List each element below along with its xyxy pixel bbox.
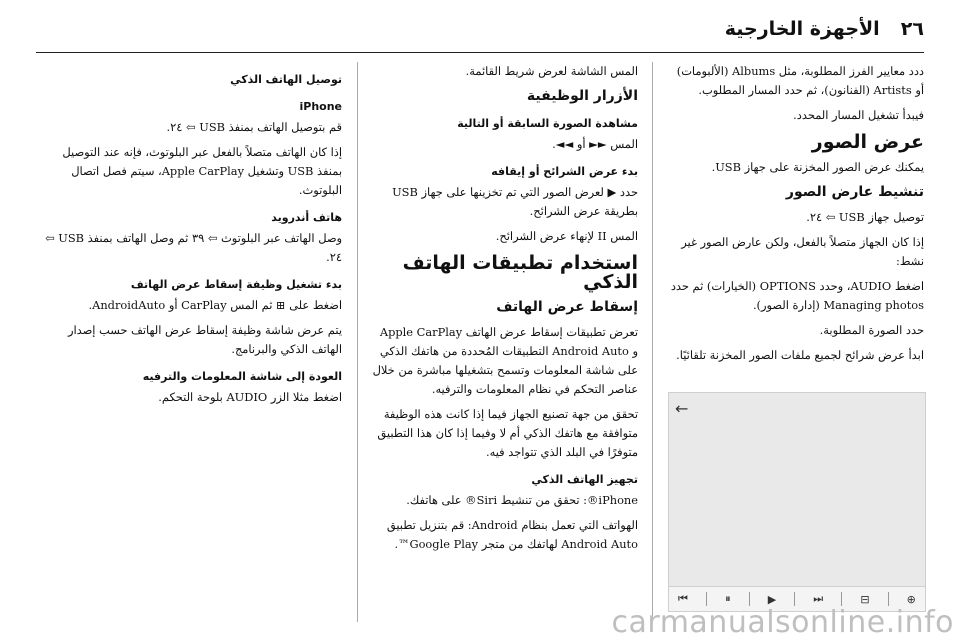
- middle-column: [372, 62, 638, 560]
- subheading-return-infotainment: العودة إلى شاشة المعلومات والترفيه: [142, 370, 342, 383]
- paragraph: اضغط مثلا الزر AUDIO بلوحة التحكم.: [158, 390, 342, 404]
- paragraph: ددد معايير الفرز المطلوبة، مثل Albums (الألبومات) أو Artists (الفنانون)، ثم حدد المسار المطلوب.: [676, 64, 924, 97]
- subheading-prev-next: مشاهدة الصورة السابقة أو التالية: [457, 117, 638, 130]
- paragraph: المس الشاشة لعرض شريط القائمة.: [465, 64, 638, 78]
- control-3: ▶: [767, 592, 777, 606]
- paragraph: فيبدأ تشغيل المسار المحدد.: [793, 108, 924, 122]
- heading-function-buttons: الأزرار الوظيفية: [526, 88, 638, 104]
- paragraph: يمكنك عرض الصور المخزنة على جهاز USB.: [711, 160, 924, 174]
- back-arrow-icon: ←: [675, 399, 689, 418]
- heading-smartphone-apps: استخدام تطبيقات الهاتف الذكي: [402, 252, 638, 293]
- paragraph: ابدأ عرض شرائح لجميع ملفات الصور المخزنة تلقائيًا.: [676, 348, 924, 362]
- control-2: ⏸: [725, 592, 731, 605]
- subheading-slideshow: بدء عرض الشرائح أو إيقافه: [491, 165, 638, 178]
- picture-viewer-screenshot: [668, 392, 926, 612]
- page-number: ٢٦: [900, 18, 924, 40]
- header-rule: [36, 52, 924, 53]
- paragraph: اضغط على ⊞ ثم المس CarPlay أو AndroidAuto.: [88, 298, 342, 312]
- watermark: carmanualsonline.info: [611, 605, 954, 640]
- paragraph: المس II لإنهاء عرض الشرائح.: [495, 229, 638, 243]
- paragraph: تحقق من جهة تصنيع الجهاز فيما إذا كانت هذه الوظيفة متوافقة مع هاتفك الذكي أم لا وفيما إذا كان هذا التطبيق متوفرًا في البلد الذي تتواجد فيه.: [377, 407, 638, 459]
- paragraph: المس ►► أو ◄◄.: [552, 137, 638, 151]
- left-column: [36, 62, 342, 413]
- paragraph: توصيل جهاز USB ⇦ ٢٤.: [806, 210, 924, 224]
- paragraph: وصل الهاتف عبر البلوتوث ⇦ ٣٩ ثم وصل الهاتف بمنفذ USB ⇦ ٢٤.: [45, 231, 342, 264]
- heading-picture-viewer: عرض الصور: [811, 131, 924, 153]
- paragraph: حدد الصورة المطلوبة.: [819, 323, 924, 337]
- subheading-iphone: iPhone: [299, 100, 342, 113]
- paragraph: iPhone®: تحقق من تنشيط Siri® على هاتفك.: [406, 493, 638, 507]
- paragraph: الهواتف التي تعمل بنظام Android: قم بتنزيل تطبيق Android Auto لهاتفك من متجر Google Play™.: [386, 518, 638, 551]
- paragraph: يتم عرض شاشة وظيفة إسقاط عرض الهاتف حسب إصدار الهاتف الذكي والبرنامج.: [67, 323, 342, 356]
- control-4: ⏭: [813, 592, 824, 605]
- right-column: [668, 62, 924, 371]
- column-divider-right: [652, 62, 653, 622]
- subheading-android: هاتف أندرويد: [271, 211, 342, 224]
- subheading-start-projection: بدء تشغيل وظيفة إسقاط عرض الهاتف: [130, 278, 342, 291]
- paragraph: قم بتوصيل الهاتف بمنفذ USB ⇦ ٢٤.: [166, 120, 342, 134]
- chapter-title: الأجهزة الخارجية: [724, 18, 880, 40]
- heading-phone-projection: إسقاط عرض الهاتف: [496, 299, 638, 315]
- control-1: ⏮: [678, 592, 688, 605]
- control-5: ⊟: [860, 592, 870, 606]
- paragraph: حدد ▶ لعرض الصور التي تم تخزينها على جهاز USB بطريقة عرض الشرائح.: [392, 185, 638, 218]
- subheading-connect-phone: توصيل الهاتف الذكي: [230, 73, 342, 86]
- paragraph: اضغط AUDIO، وحدد OPTIONS (الخيارات) ثم حدد Managing photos (إدارة الصور).: [670, 279, 924, 312]
- subheading-prepare-phone: تجهيز الهاتف الذكي: [531, 473, 638, 486]
- paragraph: إذا كان الهاتف متصلاً بالفعل عبر البلوتوث، فإنه عند التوصيل بمنفذ USB وتشغيل Apple CarPlay، سيتم فصل اتصال البلوتوث.: [62, 145, 342, 197]
- column-divider-left: [357, 62, 358, 622]
- control-6: ⊕: [906, 592, 916, 606]
- heading-activate-viewer: تنشيط عارض الصور: [785, 184, 924, 200]
- page-header: [36, 18, 924, 48]
- paragraph: تعرض تطبيقات إسقاط عرض الهاتف Apple CarPlay و Android Auto التطبيقات المُحددة من هاتفك الذكي على شاشة المعلومات وتسمح بتشغيلها مباشرة من خلال عناصر التحكم في نظام المعلومات والترفيه.: [372, 325, 638, 396]
- paragraph: إذا كان الجهاز متصلاً بالفعل، ولكن عارض الصور غير نشط:: [681, 235, 924, 268]
